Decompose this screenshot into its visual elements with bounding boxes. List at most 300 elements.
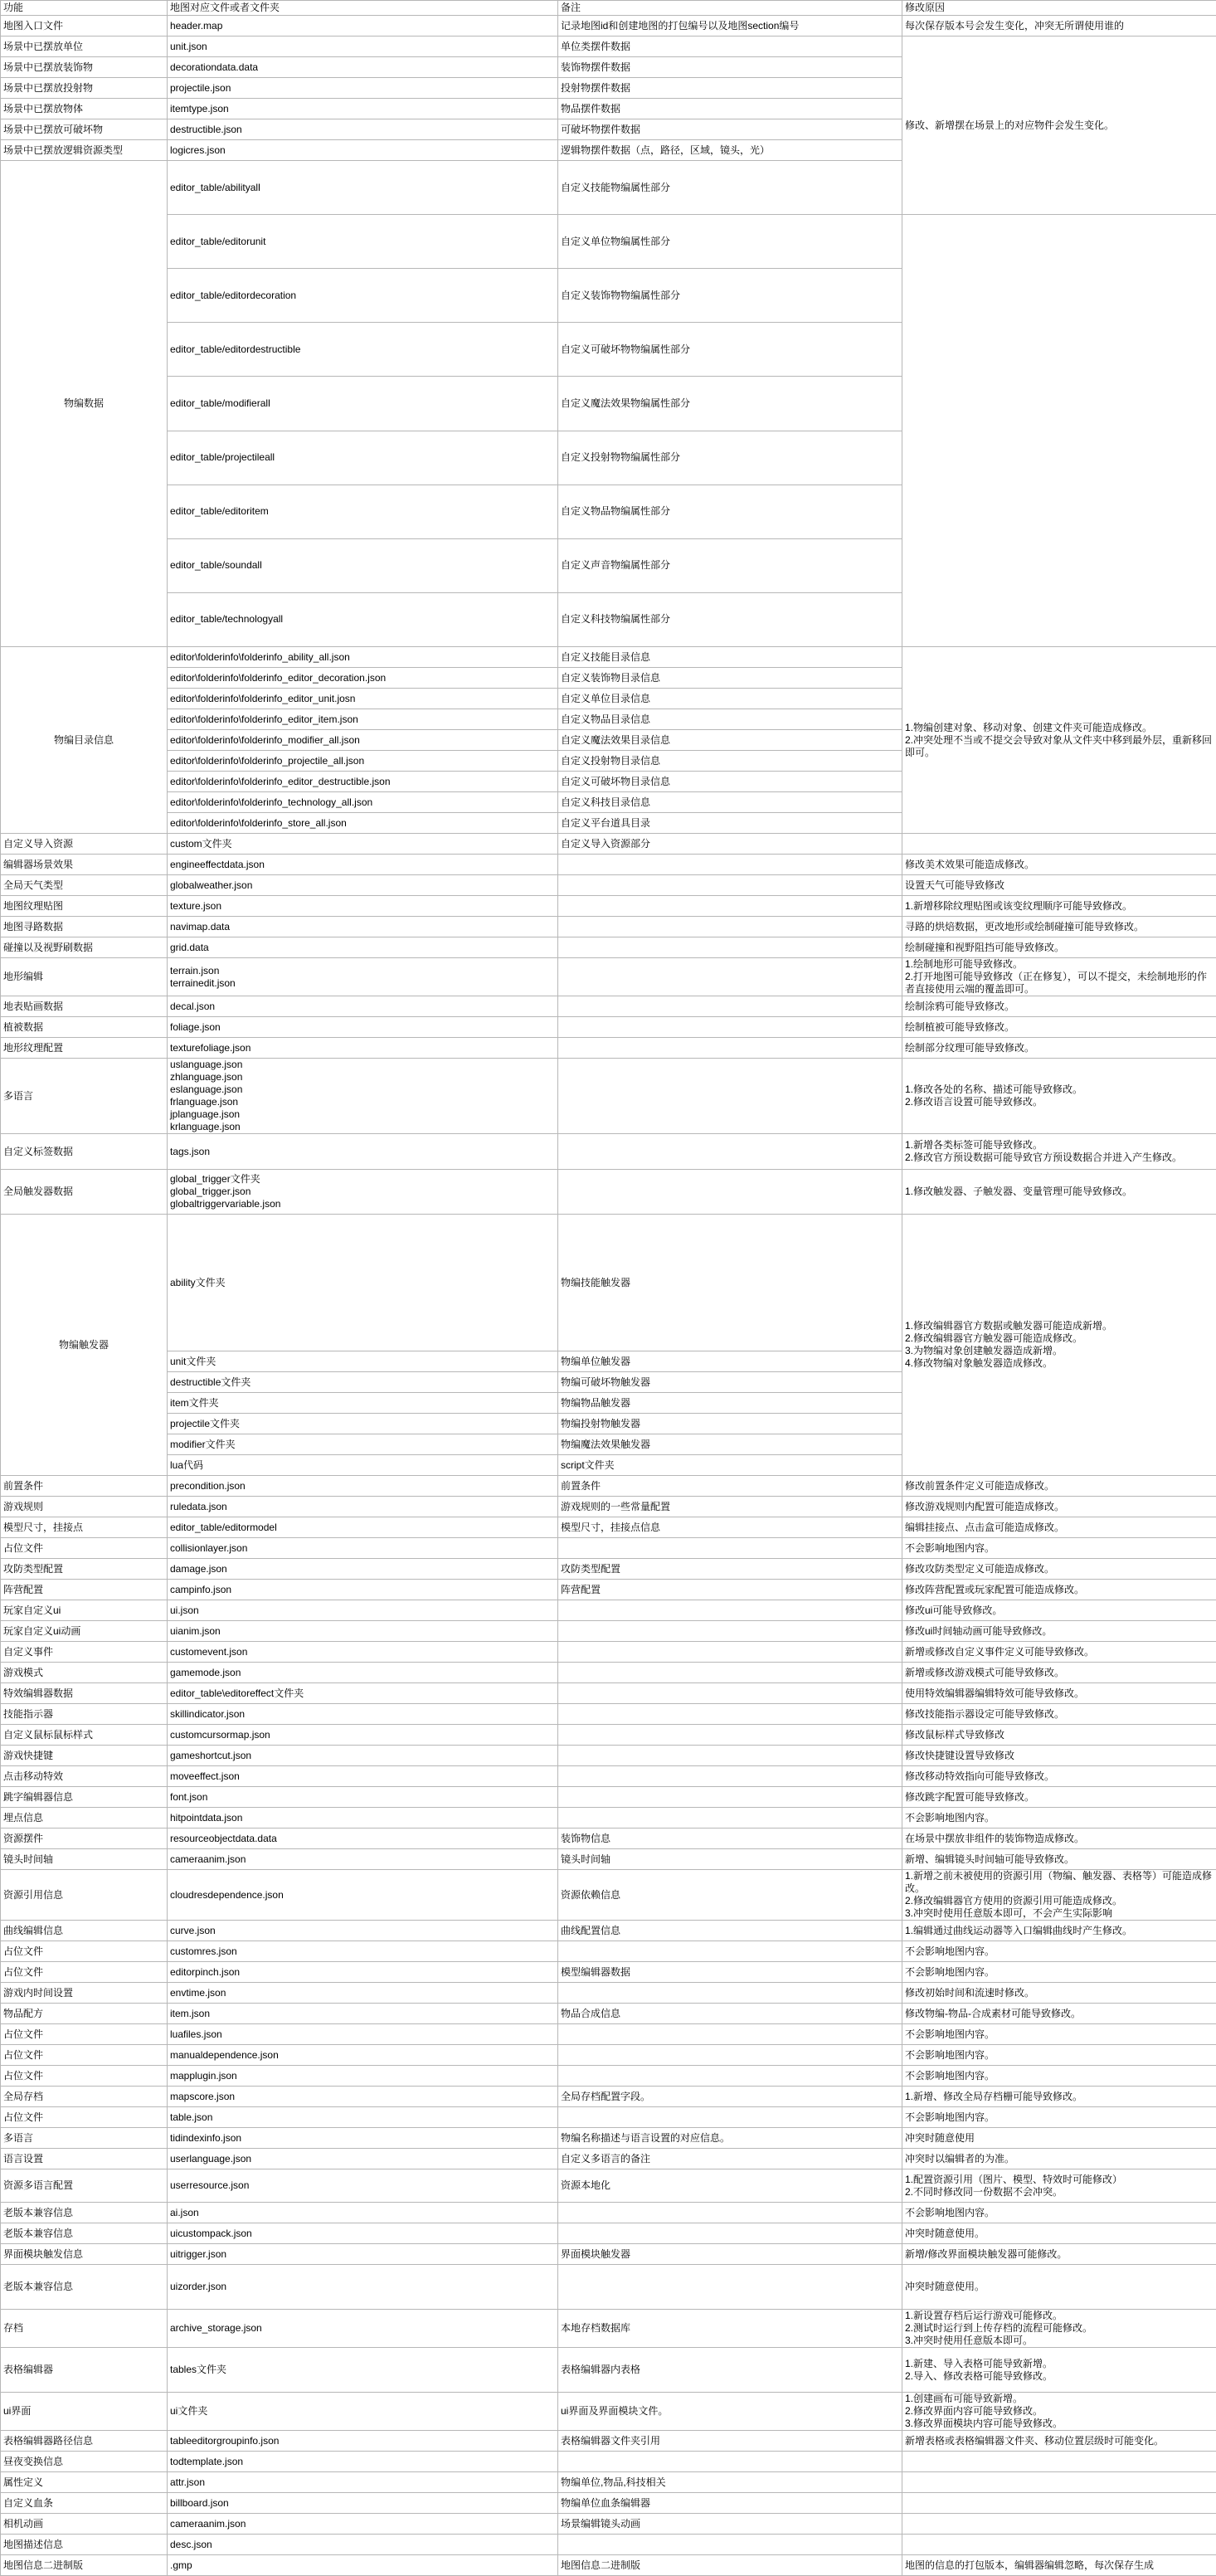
table-cell: 1.绘制地形可能导致修改。 2.打开地图可能导致修改（正在修复），可以不提交，未绘制地形的作者直接使用云端的覆盖即可。 bbox=[902, 958, 1216, 996]
table-cell: curve.json bbox=[168, 1921, 558, 1941]
table-cell: 新增表格或表格编辑器文件夹、移动位置层级时可能变化。 bbox=[902, 2431, 1216, 2452]
table-row bbox=[1, 1170, 1216, 1215]
table-row bbox=[1, 377, 1216, 431]
table-cell: 场景中已摆放可破坏物 bbox=[1, 119, 168, 140]
table-cell: 相机动画 bbox=[1, 2514, 168, 2535]
table-cell: 游戏快捷键 bbox=[1, 1746, 168, 1766]
table-cell: itemtype.json bbox=[168, 99, 558, 119]
table-cell: foliage.json bbox=[168, 1017, 558, 1038]
table-cell bbox=[558, 2452, 902, 2472]
table-cell: ui界面及界面模块文件。 bbox=[558, 2393, 902, 2431]
table-cell: 地形纹理配置 bbox=[1, 1038, 168, 1059]
table-row bbox=[1, 1921, 1216, 1941]
table-cell: 多语言 bbox=[1, 2128, 168, 2149]
table-cell: 自定义物品物编属性部分 bbox=[558, 485, 902, 538]
table-row bbox=[1, 1725, 1216, 1746]
table-cell: gamemode.json bbox=[168, 1663, 558, 1683]
table-cell: mapscore.json bbox=[168, 2087, 558, 2107]
table-cell: 不会影响地图内容。 bbox=[902, 2107, 1216, 2128]
table-cell: 物编魔法效果触发器 bbox=[558, 1434, 902, 1455]
table-cell bbox=[558, 2223, 902, 2244]
table-cell: 物编目录信息 bbox=[1, 647, 168, 834]
table-cell: 表格编辑器文件夹引用 bbox=[558, 2431, 902, 2452]
table-cell: ruledata.json bbox=[168, 1497, 558, 1517]
table-cell: 表格编辑器 bbox=[1, 2348, 168, 2393]
table-row bbox=[1, 2493, 1216, 2514]
table-cell: unit.json bbox=[168, 37, 558, 57]
table-cell: editor\folderinfo\folderinfo_editor_item.json bbox=[168, 709, 558, 730]
table-cell: 攻防类型配置 bbox=[558, 1559, 902, 1580]
table-cell: 镜头时间轴 bbox=[1, 1849, 168, 1870]
table-cell: 物品摆件数据 bbox=[558, 99, 902, 119]
table-cell: engineeffectdata.json bbox=[168, 855, 558, 875]
table-cell: editor_table\editoreffect文件夹 bbox=[168, 1683, 558, 1704]
table-cell: ui文件夹 bbox=[168, 2393, 558, 2431]
table-cell: 自定义声音物编属性部分 bbox=[558, 538, 902, 592]
table-cell bbox=[902, 2493, 1216, 2514]
table-cell: 埋点信息 bbox=[1, 1808, 168, 1829]
table-cell: 点击移动特效 bbox=[1, 1766, 168, 1787]
table-cell: customcursormap.json bbox=[168, 1725, 558, 1746]
table-cell: projectile.json bbox=[168, 78, 558, 99]
table-cell: 1.新建、导入表格可能导致新增。 2.导入、修改表格可能导致修改。 bbox=[902, 2348, 1216, 2393]
table-cell: decorationdata.data bbox=[168, 57, 558, 78]
table-cell: 阵营配置 bbox=[558, 1580, 902, 1600]
table-cell: 寻路的烘焙数据，更改地形或绘制碰撞可能导致修改。 bbox=[902, 917, 1216, 937]
table-cell bbox=[558, 1683, 902, 1704]
table-cell: header.map bbox=[168, 16, 558, 37]
table-cell: globalweather.json bbox=[168, 875, 558, 896]
table-cell: 资源依赖信息 bbox=[558, 1870, 902, 1921]
table-cell bbox=[558, 2535, 902, 2555]
table-cell: 1.修改各处的名称、描述可能导致修改。 2.修改语言设置可能导致修改。 bbox=[902, 1059, 1216, 1134]
table-row bbox=[1, 958, 1216, 996]
table-cell: mapplugin.json bbox=[168, 2066, 558, 2087]
table-cell: resourceobjectdata.data bbox=[168, 1829, 558, 1849]
table-cell bbox=[558, 1941, 902, 1962]
table-cell: 技能指示器 bbox=[1, 1704, 168, 1725]
table-cell: 物品合成信息 bbox=[558, 2004, 902, 2024]
table-cell bbox=[558, 896, 902, 917]
table-row bbox=[1, 1621, 1216, 1642]
table-cell: 自定义科技目录信息 bbox=[558, 792, 902, 813]
table-row bbox=[1, 269, 1216, 323]
table-cell bbox=[558, 2066, 902, 2087]
table-cell: 模型尺寸，挂接点 bbox=[1, 1517, 168, 1538]
table-cell: editor\folderinfo\folderinfo_store_all.json bbox=[168, 813, 558, 834]
table-cell: 玩家自定义ui动画 bbox=[1, 1621, 168, 1642]
table-cell: 自定义可破坏物目录信息 bbox=[558, 772, 902, 792]
table-cell: 修改物编-物品-合成素材可能导致修改。 bbox=[902, 2004, 1216, 2024]
table-cell: 游戏模式 bbox=[1, 1663, 168, 1683]
table-cell: 物编技能触发器 bbox=[558, 1215, 902, 1351]
table-cell bbox=[558, 958, 902, 996]
table-row bbox=[1, 2203, 1216, 2223]
table-row bbox=[1, 1215, 1216, 1351]
table-cell: editor\folderinfo\folderinfo_technology_all.json bbox=[168, 792, 558, 813]
table-cell: font.json bbox=[168, 1787, 558, 1808]
table-cell: 不会影响地图内容。 bbox=[902, 2045, 1216, 2066]
table-cell: 占位文件 bbox=[1, 1962, 168, 1983]
table-cell: 可破坏物摆件数据 bbox=[558, 119, 902, 140]
table-row bbox=[1, 592, 1216, 646]
table-cell: userlanguage.json bbox=[168, 2149, 558, 2169]
table-row bbox=[1, 215, 1216, 269]
table-row bbox=[1, 2169, 1216, 2203]
table-cell: 表格编辑器路径信息 bbox=[1, 2431, 168, 2452]
table-cell: 单位类摆件数据 bbox=[558, 37, 902, 57]
table-cell: logicres.json bbox=[168, 140, 558, 161]
table-cell: editor_table/editormodel bbox=[168, 1517, 558, 1538]
table-cell: 占位文件 bbox=[1, 1538, 168, 1559]
table-cell: 占位文件 bbox=[1, 2066, 168, 2087]
table-cell: 特效编辑器数据 bbox=[1, 1683, 168, 1704]
table-cell: 自定义事件 bbox=[1, 1642, 168, 1663]
table-cell: ai.json bbox=[168, 2203, 558, 2223]
table-cell: todtemplate.json bbox=[168, 2452, 558, 2472]
table-cell: 场景中已摆放物体 bbox=[1, 99, 168, 119]
table-cell bbox=[558, 1134, 902, 1170]
table-cell: 冲突时随意使用 bbox=[902, 2128, 1216, 2149]
table-cell: 修改跳字配置可能导致修改。 bbox=[902, 1787, 1216, 1808]
table-cell: 修改阵营配置或玩家配置可能造成修改。 bbox=[902, 1580, 1216, 1600]
table-cell: 场景中已摆放装饰物 bbox=[1, 57, 168, 78]
table-cell: 物品配方 bbox=[1, 2004, 168, 2024]
table-row bbox=[1, 1038, 1216, 1059]
table-cell: destructible.json bbox=[168, 119, 558, 140]
table-cell: 场景中已摆放单位 bbox=[1, 37, 168, 57]
table-row bbox=[1, 1517, 1216, 1538]
table-cell: editor_table/editordestructible bbox=[168, 323, 558, 377]
table-row bbox=[1, 16, 1216, 37]
table-cell: 地图寻路数据 bbox=[1, 917, 168, 937]
table-row bbox=[1, 2128, 1216, 2149]
table-cell: 多语言 bbox=[1, 1059, 168, 1134]
table-cell: 修改前置条件定义可能造成修改。 bbox=[902, 1476, 1216, 1497]
table-row bbox=[1, 1829, 1216, 1849]
table-row bbox=[1, 2348, 1216, 2393]
table-cell: 自定义魔法效果物编属性部分 bbox=[558, 377, 902, 431]
table-row bbox=[1, 1962, 1216, 1983]
table-cell: editor_table/abilityall bbox=[168, 161, 558, 215]
table-cell: 1.新增、修改全局存档栅可能导致修改。 bbox=[902, 2087, 1216, 2107]
table-row bbox=[1, 2535, 1216, 2555]
table-cell: 每次保存版本号会发生变化，冲突无所谓使用谁的 bbox=[902, 16, 1216, 37]
table-row bbox=[1, 2066, 1216, 2087]
table-cell: 跳字编辑器信息 bbox=[1, 1787, 168, 1808]
table-cell: 玩家自定义ui bbox=[1, 1600, 168, 1621]
table-cell: editor_table/technologyall bbox=[168, 592, 558, 646]
table-cell: unit文件夹 bbox=[168, 1351, 558, 1372]
table-cell: 曲线编辑信息 bbox=[1, 1921, 168, 1941]
table-cell: tables文件夹 bbox=[168, 2348, 558, 2393]
table-cell: manualdependence.json bbox=[168, 2045, 558, 2066]
table-cell: 场景中已摆放投射物 bbox=[1, 78, 168, 99]
table-row bbox=[1, 1663, 1216, 1683]
table-cell: tableeditorgroupinfo.json bbox=[168, 2431, 558, 2452]
table-cell: 资源多语言配置 bbox=[1, 2169, 168, 2203]
table-cell: 1.创建画布可能导致新增。 2.修改界面内容可能导致修改。 3.修改界面模块内容可能导致修改。 bbox=[902, 2393, 1216, 2431]
table-cell bbox=[558, 855, 902, 875]
table-cell: damage.json bbox=[168, 1559, 558, 1580]
table-cell: 模型尺寸，挂接点信息 bbox=[558, 1517, 902, 1538]
table-row bbox=[1, 1538, 1216, 1559]
table-cell: 老版本兼容信息 bbox=[1, 2223, 168, 2244]
table-cell: projectile文件夹 bbox=[168, 1414, 558, 1434]
table-cell: 1.修改编辑器官方数据或触发器可能造成新增。 2.修改编辑器官方触发器可能造成修改。 3.为物编对象创建触发器造成新增。 4.修改物编对象触发器造成修改。 bbox=[902, 1215, 1216, 1476]
table-cell: campinfo.json bbox=[168, 1580, 558, 1600]
table-cell: .gmp bbox=[168, 2555, 558, 2576]
table-cell: 模型编辑器数据 bbox=[558, 1962, 902, 1983]
table-row bbox=[1, 855, 1216, 875]
table-cell: 修改ui可能导致修改。 bbox=[902, 1600, 1216, 1621]
table-cell: 游戏规则的一些常量配置 bbox=[558, 1497, 902, 1517]
table-cell: 自定义装饰物目录信息 bbox=[558, 668, 902, 689]
table-row bbox=[1, 896, 1216, 917]
table-cell bbox=[558, 1621, 902, 1642]
table-cell: 设置天气可能导致修改 bbox=[902, 875, 1216, 896]
table-cell: 不会影响地图内容。 bbox=[902, 1941, 1216, 1962]
table-cell: 自定义科技物编属性部分 bbox=[558, 592, 902, 646]
table-cell: 自定义血条 bbox=[1, 2493, 168, 2514]
table-cell: 自定义可破坏物物编属性部分 bbox=[558, 323, 902, 377]
table-cell: editor_table/soundall bbox=[168, 538, 558, 592]
table-cell: 物编单位,物品,科技相关 bbox=[558, 2472, 902, 2493]
table-cell: 1.编辑通过曲线运动器等入口编辑曲线时产生修改。 bbox=[902, 1921, 1216, 1941]
table-cell bbox=[558, 937, 902, 958]
table-cell: 1.新设置存档后运行游戏可能修改。 2.测试时运行到上传存档的流程可能修改。 3.冲突时使用任意版本即可。 bbox=[902, 2310, 1216, 2348]
table-cell: 绘制碰撞和视野阻挡可能导致修改。 bbox=[902, 937, 1216, 958]
table-cell: 阵营配置 bbox=[1, 1580, 168, 1600]
table-cell: precondition.json bbox=[168, 1476, 558, 1497]
table-cell: customevent.json bbox=[168, 1642, 558, 1663]
table-cell: 物编投射物触发器 bbox=[558, 1414, 902, 1434]
table-row bbox=[1, 2514, 1216, 2535]
table-cell bbox=[558, 1600, 902, 1621]
table-cell bbox=[558, 2045, 902, 2066]
table-cell bbox=[558, 1725, 902, 1746]
table-cell: editor_table/projectileall bbox=[168, 431, 558, 485]
table-cell: 地形编辑 bbox=[1, 958, 168, 996]
table-cell: collisionlayer.json bbox=[168, 1538, 558, 1559]
table-cell: 前置条件 bbox=[1, 1476, 168, 1497]
table-cell bbox=[902, 834, 1216, 855]
table-cell: editorpinch.json bbox=[168, 1962, 558, 1983]
table-row bbox=[1, 2555, 1216, 2576]
table-cell: texturefoliage.json bbox=[168, 1038, 558, 1059]
table-cell bbox=[558, 917, 902, 937]
table-row bbox=[1, 431, 1216, 485]
table-cell: 修改快捷键设置导致修改 bbox=[902, 1746, 1216, 1766]
table-cell: 修改ui时间轴动画可能导致修改。 bbox=[902, 1621, 1216, 1642]
table-cell: 地图描述信息 bbox=[1, 2535, 168, 2555]
table-cell: editor\folderinfo\folderinfo_editor_unit.josn bbox=[168, 689, 558, 709]
table-row bbox=[1, 1808, 1216, 1829]
table-cell: 物编单位血条编辑器 bbox=[558, 2493, 902, 2514]
table-cell bbox=[558, 1663, 902, 1683]
table-cell: 绘制植被可能导致修改。 bbox=[902, 1017, 1216, 1038]
table-cell: item文件夹 bbox=[168, 1393, 558, 1414]
table-row bbox=[1, 323, 1216, 377]
table-cell: editor_table/editoritem bbox=[168, 485, 558, 538]
table-cell: 界面模块触发信息 bbox=[1, 2244, 168, 2265]
table-cell: 投射物摆件数据 bbox=[558, 78, 902, 99]
table-row bbox=[1, 1559, 1216, 1580]
table-cell bbox=[902, 2452, 1216, 2472]
table-cell: 不会影响地图内容。 bbox=[902, 2066, 1216, 2087]
table-cell: ui界面 bbox=[1, 2393, 168, 2431]
table-cell: editor\folderinfo\folderinfo_ability_all.json bbox=[168, 647, 558, 668]
table-cell bbox=[558, 1017, 902, 1038]
table-cell: editor_table/modifierall bbox=[168, 377, 558, 431]
table-cell: 自定义投射物目录信息 bbox=[558, 751, 902, 772]
table-cell: 自定义多语言的备注 bbox=[558, 2149, 902, 2169]
table-cell: 1.修改触发器、子触发器、变量管理可能导致修改。 bbox=[902, 1170, 1216, 1215]
table-row bbox=[1, 1580, 1216, 1600]
header-note: 备注 bbox=[558, 1, 902, 16]
table-cell: luafiles.json bbox=[168, 2024, 558, 2045]
table-cell: terrain.json terrainedit.json bbox=[168, 958, 558, 996]
table-cell: uslanguage.json zhlanguage.json eslanguage.json frlanguage.json jplanguage.json krlanguage.json bbox=[168, 1059, 558, 1134]
table-cell: 在场景中摆放非组件的装饰物造成修改。 bbox=[902, 1829, 1216, 1849]
table-cell: 物编单位触发器 bbox=[558, 1351, 902, 1372]
table-cell: 1.新增移除纹理贴图或该变纹理顺序可能导致修改。 bbox=[902, 896, 1216, 917]
table-cell: archive_storage.json bbox=[168, 2310, 558, 2348]
table-cell: ui.json bbox=[168, 1600, 558, 1621]
table-cell: 新增、编辑镜头时间轴可能导致修改。 bbox=[902, 1849, 1216, 1870]
table-cell: custom文件夹 bbox=[168, 834, 558, 855]
table-cell: 自定义单位物编属性部分 bbox=[558, 215, 902, 269]
table-cell: 界面模块触发器 bbox=[558, 2244, 902, 2265]
table-row bbox=[1, 1017, 1216, 1038]
table-cell: 物编名称描述与语言设置的对应信息。 bbox=[558, 2128, 902, 2149]
table-cell: 新增或修改游戏模式可能导致修改。 bbox=[902, 1663, 1216, 1683]
table-cell: hitpointdata.json bbox=[168, 1808, 558, 1829]
table-cell: 1.配置资源引用（图片、模型、特效时可能修改） 2.不同时修改同一份数据不会冲突。 bbox=[902, 2169, 1216, 2203]
table-cell: 资源摆件 bbox=[1, 1829, 168, 1849]
table-cell bbox=[902, 2514, 1216, 2535]
table-cell: editor\folderinfo\folderinfo_projectile_all.json bbox=[168, 751, 558, 772]
table-cell: editor_table/editordecoration bbox=[168, 269, 558, 323]
table-cell: 装饰物信息 bbox=[558, 1829, 902, 1849]
table-cell: 占位文件 bbox=[1, 2024, 168, 2045]
table-cell: 资源引用信息 bbox=[1, 1870, 168, 1921]
table-cell: 编辑挂接点、点击盒可能造成修改。 bbox=[902, 1517, 1216, 1538]
table-cell: 游戏规则 bbox=[1, 1497, 168, 1517]
table-cell: item.json bbox=[168, 2004, 558, 2024]
table-cell: 自定义装饰物物编属性部分 bbox=[558, 269, 902, 323]
table-cell: 昼夜变换信息 bbox=[1, 2452, 168, 2472]
table-cell: 地图的信息的打包版本，编辑器编辑忽略，每次保存生成 bbox=[902, 2555, 1216, 2576]
table-cell: 自定义魔法效果目录信息 bbox=[558, 730, 902, 751]
table-cell: 逻辑物摆件数据（点，路径，区域，镜头，光） bbox=[558, 140, 902, 161]
table-cell: 新增/修改界面模块触发器可能修改。 bbox=[902, 2244, 1216, 2265]
table-cell: 修改游戏规则内配置可能造成修改。 bbox=[902, 1497, 1216, 1517]
table-cell bbox=[558, 875, 902, 896]
table-cell: 不会影响地图内容。 bbox=[902, 2024, 1216, 2045]
table-cell: cloudresdependence.json bbox=[168, 1870, 558, 1921]
table-cell: 植被数据 bbox=[1, 1017, 168, 1038]
table-cell: 使用特效编辑器编辑特效可能导致修改。 bbox=[902, 1683, 1216, 1704]
table-cell: 不会影响地图内容。 bbox=[902, 1538, 1216, 1559]
table-cell: 自定义技能目录信息 bbox=[558, 647, 902, 668]
table-cell bbox=[558, 1038, 902, 1059]
table-cell: 自定义导入资源部分 bbox=[558, 834, 902, 855]
table-row bbox=[1, 1787, 1216, 1808]
table-row bbox=[1, 485, 1216, 538]
table-cell: 占位文件 bbox=[1, 1941, 168, 1962]
table-row bbox=[1, 2265, 1216, 2310]
table-cell: 碰撞以及视野刷数据 bbox=[1, 937, 168, 958]
table-cell: 1.物编创建对象、移动对象、创建文件夹可能造成修改。 2.冲突处理不当或不提交会导致对象从文件夹中移到最外层，重新移回即可。 bbox=[902, 647, 1216, 834]
table-cell: moveeffect.json bbox=[168, 1766, 558, 1787]
table-cell: desc.json bbox=[168, 2535, 558, 2555]
table-cell: 全局存档 bbox=[1, 2087, 168, 2107]
table-cell: 本地存档数据库 bbox=[558, 2310, 902, 2348]
table-cell: grid.data bbox=[168, 937, 558, 958]
table-row bbox=[1, 917, 1216, 937]
table-cell: decal.json bbox=[168, 996, 558, 1017]
table-row bbox=[1, 1766, 1216, 1787]
table-cell bbox=[558, 1983, 902, 2004]
table-cell: 全局触发器数据 bbox=[1, 1170, 168, 1215]
table-cell: 全局存档配置字段。 bbox=[558, 2087, 902, 2107]
table-cell: 场景编辑镜头动画 bbox=[558, 2514, 902, 2535]
table-cell: ability文件夹 bbox=[168, 1215, 558, 1351]
table-cell: 老版本兼容信息 bbox=[1, 2203, 168, 2223]
table-cell bbox=[902, 2535, 1216, 2555]
table-cell: 镜头时间轴 bbox=[558, 1849, 902, 1870]
table-row bbox=[1, 2431, 1216, 2452]
table-cell: editor\folderinfo\folderinfo_modifier_all.json bbox=[168, 730, 558, 751]
table-cell: destructible文件夹 bbox=[168, 1372, 558, 1393]
table-cell: gameshortcut.json bbox=[168, 1746, 558, 1766]
table-cell: 老版本兼容信息 bbox=[1, 2265, 168, 2310]
table-cell: 地图入口文件 bbox=[1, 16, 168, 37]
table-cell bbox=[558, 1642, 902, 1663]
table-cell bbox=[558, 2265, 902, 2310]
table-cell: 地图信息二进制版 bbox=[558, 2555, 902, 2576]
table-cell: 不会影响地图内容。 bbox=[902, 1808, 1216, 1829]
table-cell: 曲线配置信息 bbox=[558, 1921, 902, 1941]
table-cell: 不会影响地图内容。 bbox=[902, 2203, 1216, 2223]
table-cell bbox=[558, 1766, 902, 1787]
table-cell: 1.新增各类标签可能导致修改。 2.修改官方预设数据可能导致官方预设数据合并进入产生修改。 bbox=[902, 1134, 1216, 1170]
table-cell: userresource.json bbox=[168, 2169, 558, 2203]
table-row bbox=[1, 2149, 1216, 2169]
table-cell: 新增或修改自定义事件定义可能导致修改。 bbox=[902, 1642, 1216, 1663]
table-cell: 自定义平台道具目录 bbox=[558, 813, 902, 834]
table-row bbox=[1, 1642, 1216, 1663]
table-cell: 自定义技能物编属性部分 bbox=[558, 161, 902, 215]
table-cell: 物编可破坏物触发器 bbox=[558, 1372, 902, 1393]
table-cell: customres.json bbox=[168, 1941, 558, 1962]
table-cell: 记录地图id和创建地图的打包编号以及地图section编号 bbox=[558, 16, 902, 37]
table-cell: 绘制部分纹理可能导致修改。 bbox=[902, 1038, 1216, 1059]
table-cell bbox=[558, 1059, 902, 1134]
table-cell: tidindexinfo.json bbox=[168, 2128, 558, 2149]
table-cell: 自定义投射物物编属性部分 bbox=[558, 431, 902, 485]
table-row bbox=[1, 2310, 1216, 2348]
table-cell: script文件夹 bbox=[558, 1455, 902, 1476]
table-cell: navimap.data bbox=[168, 917, 558, 937]
table-row bbox=[1, 2452, 1216, 2472]
table-cell: 修改初始时间和流速时修改。 bbox=[902, 1983, 1216, 2004]
table-cell: cameraanim.json bbox=[168, 1849, 558, 1870]
table-cell: 占位文件 bbox=[1, 2107, 168, 2128]
table-cell: table.json bbox=[168, 2107, 558, 2128]
table-row bbox=[1, 1746, 1216, 1766]
